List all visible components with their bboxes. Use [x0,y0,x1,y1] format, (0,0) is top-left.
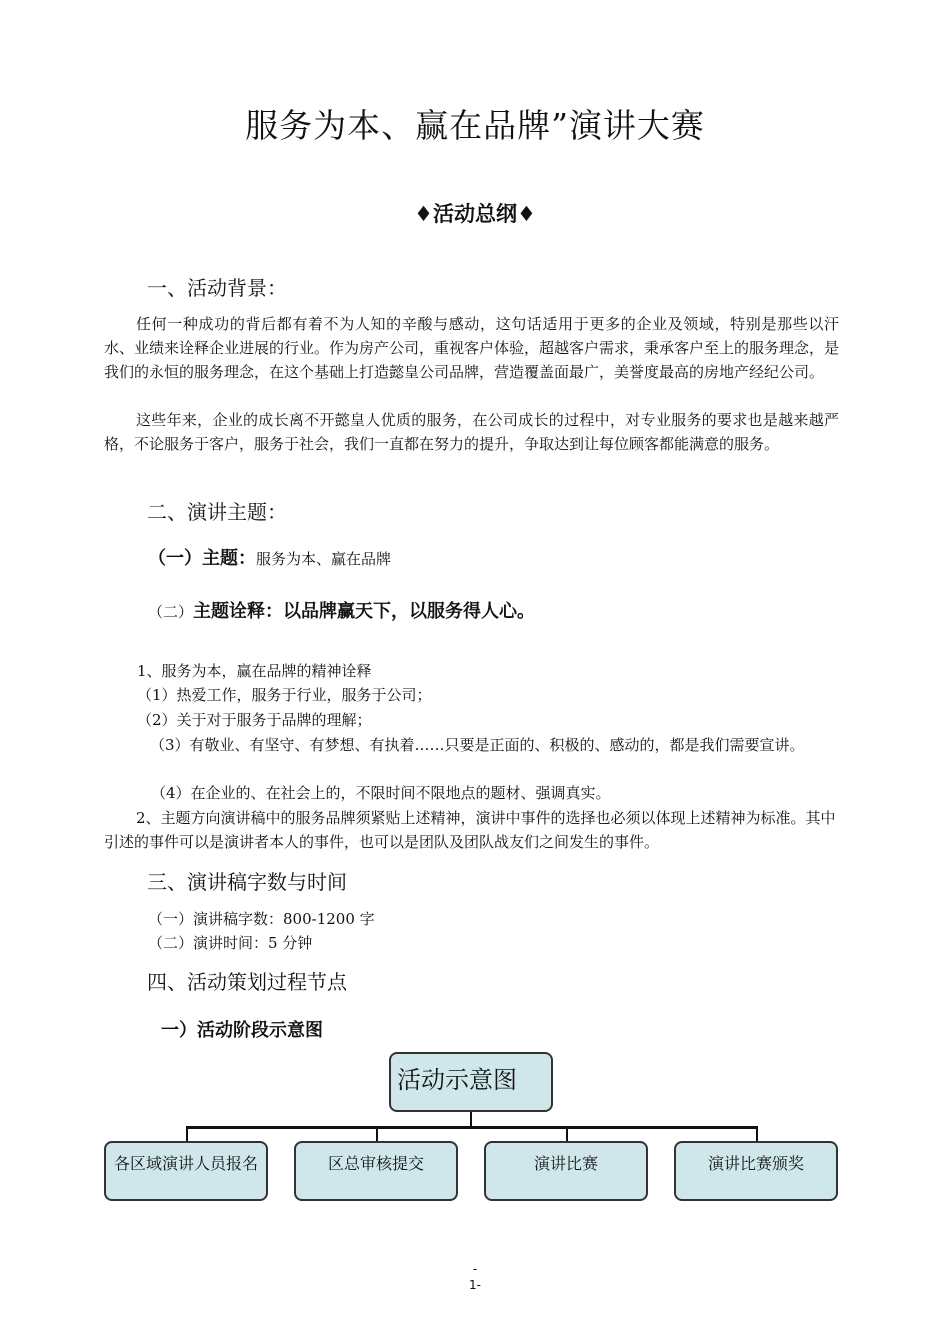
background-paragraph-1: 任何一种成功的背后都有着不为人知的辛酸与感动，这句话适用于更多的企业及领域，特别是那些以汗水、业绩来诠释企业进展的行业。作为房产公司，重视客户体验，超越客户需求，秉承客户至上的服务理念，是我们的永恒的服务理念，在这个基础上打造懿皇公司品牌，营造覆盖面最广，美誉度最高的房地产经纪公司。 [104,315,840,381]
theme-two-prefix: （二） [148,603,194,621]
stage-diagram-heading: 一）活动阶段示意图 [161,1020,323,1041]
theme-two [148,597,535,623]
theme-one-label: （一）主题： [148,548,256,569]
speech-time: （二）演讲时间：5 分钟 [148,934,313,952]
connector-node-4 [756,1126,758,1142]
diagram-node-award: 演讲比赛颁奖 [674,1141,838,1201]
theme-item-2: 2、主题方向演讲稿中的服务品牌须紧贴上述精神，演讲中事件的选择也必须以体现上述精神为标准。其中引述的事件可以是演讲者本人的事件，也可以是团队及团队战友们之间发生的事件。 [104,809,836,851]
theme-item-1: 1、服务为本，赢在品牌的精神诠释 [137,662,372,680]
document-title: 服务为本、赢在品牌”演讲大赛 [245,106,705,145]
diagram-node-review: 区总审核提交 [294,1141,458,1201]
connector-node-3 [566,1126,568,1142]
speech-words: （一）演讲稿字数：800-1200 字 [148,910,375,928]
footer-dash: - [472,1262,478,1276]
heading-background: 一、活动背景： [147,276,287,300]
theme-sub-2: （2）关于对于服务于品牌的理解； [137,711,372,729]
theme-one [148,544,391,570]
connector-node-1 [186,1126,188,1142]
diagram-node-contest: 演讲比赛 [484,1141,648,1201]
diagram-node-signup: 各区域演讲人员报名 [104,1141,268,1201]
theme-sub-4: （4）在企业的、在社会上的，不限时间不限地点的题材、强调真实。 [151,784,611,802]
connector-horizontal [186,1126,758,1129]
connector-node-2 [376,1126,378,1142]
heading-stages: 四、活动策划过程节点 [147,970,347,994]
theme-one-value: 服务为本、赢在品牌 [256,550,392,568]
connector-root [470,1112,472,1127]
diagram-root-node: 活动示意图 [389,1052,553,1112]
theme-sub-1: （1）热爱工作，服务于行业，服务于公司； [137,686,432,704]
heading-theme: 二、演讲主题： [147,500,287,524]
theme-two-label: 主题诠释：以品牌赢天下，以服务得人心。 [193,601,536,622]
theme-sub-3: （3）有敬业、有坚守、有梦想、有执着……只要是正面的、积极的、感动的，都是我们需要宣讲。 [150,736,805,754]
page-number: 1- [469,1278,481,1292]
section-subtitle: ♦活动总纲♦ [414,202,536,226]
heading-speech: 三、演讲稿字数与时间 [147,870,347,894]
background-paragraph-2: 这些年来，企业的成长离不开懿皇人优质的服务，在公司成长的过程中，对专业服务的要求也是越来越严格，不论服务于客户，服务于社会，我们一直都在努力的提升，争取达到让每位顾客都能满意的服务。 [104,411,839,453]
